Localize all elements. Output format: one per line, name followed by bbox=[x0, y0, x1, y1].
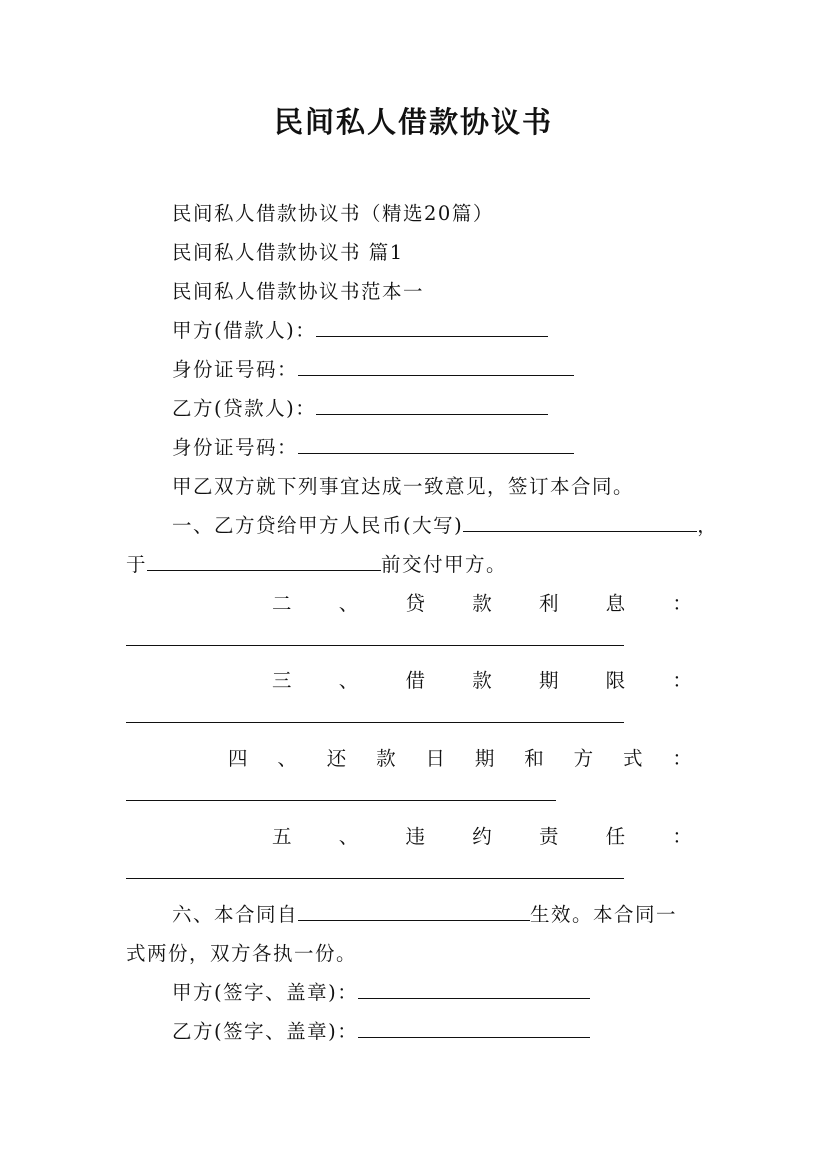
clause-4-char: 方 bbox=[573, 747, 594, 770]
clause-2-char: 二 bbox=[272, 592, 292, 615]
clause-5-char: 约 bbox=[472, 825, 492, 848]
clause-5-char: 任 bbox=[605, 825, 626, 848]
party-a-label: 甲方(借款人)： bbox=[172, 319, 317, 342]
delivery-date-blank[interactable] bbox=[147, 552, 381, 571]
clause-2-char: ： bbox=[672, 592, 692, 615]
clause-3-char: 期 bbox=[538, 669, 559, 692]
clause-6-suffix: 生效。本合同一 bbox=[530, 903, 678, 926]
clause-5-char: 、 bbox=[338, 825, 359, 848]
clause-4-char: 四 bbox=[228, 747, 248, 770]
document-title: 民间私人借款协议书 bbox=[273, 105, 553, 139]
clause-1-cont-suffix: 前交付甲方。 bbox=[381, 553, 508, 576]
clause-4-char: 还 bbox=[326, 747, 347, 770]
clause-2-char: 款 bbox=[472, 592, 492, 615]
clause-3-char: 、 bbox=[338, 669, 359, 692]
section-heading: 民间私人借款协议书 篇1 bbox=[172, 241, 404, 264]
clause-5-char: 五 bbox=[272, 825, 292, 848]
signature-a-label: 甲方(签字、盖章)： bbox=[172, 981, 359, 1004]
party-b-label: 乙方(贷款人)： bbox=[172, 397, 317, 420]
clause-4-char: 、 bbox=[277, 747, 297, 770]
party-a-id-label: 身份证号码： bbox=[172, 358, 299, 381]
signature-b-label: 乙方(签字、盖章)： bbox=[172, 1020, 359, 1043]
clause-4-char: 式 bbox=[623, 747, 643, 770]
clause-3-char: 三 bbox=[272, 669, 292, 692]
clause-4-char: 和 bbox=[524, 747, 544, 770]
clause-1-cont-prefix: 于 bbox=[126, 553, 148, 576]
clause-2-char: 、 bbox=[338, 592, 359, 615]
clause-1-comma: ， bbox=[697, 514, 719, 537]
clause-1-line bbox=[172, 510, 718, 538]
clause-5-char: ： bbox=[672, 825, 692, 848]
clause-4-line bbox=[126, 743, 692, 771]
clause-6-prefix: 六、本合同自 bbox=[172, 903, 299, 926]
clause-1-cont-line bbox=[126, 549, 507, 577]
signature-b-blank[interactable] bbox=[358, 1019, 590, 1038]
repayment-blank[interactable] bbox=[126, 799, 556, 801]
party-b-blank[interactable] bbox=[316, 396, 548, 415]
clause-4-char: 日 bbox=[425, 747, 446, 770]
clause-3-char: 限 bbox=[605, 669, 626, 692]
loan-amount-blank[interactable] bbox=[463, 513, 697, 532]
interest-blank[interactable] bbox=[126, 644, 624, 646]
clause-6-line bbox=[172, 899, 677, 927]
term-blank[interactable] bbox=[126, 721, 624, 723]
clause-2-char: 贷 bbox=[405, 592, 425, 615]
clause-3-char: 借 bbox=[405, 669, 425, 692]
clause-6-cont: 式两份，双方各执一份。 bbox=[126, 942, 358, 965]
party-a-id-line bbox=[172, 354, 574, 382]
party-b-id-label: 身份证号码： bbox=[172, 436, 299, 459]
signature-a-blank[interactable] bbox=[358, 980, 590, 999]
party-b-id-line bbox=[172, 432, 574, 460]
clause-3-char: ： bbox=[672, 669, 692, 692]
clause-2-char: 息 bbox=[605, 592, 626, 615]
clause-3-line bbox=[126, 665, 692, 693]
liability-blank[interactable] bbox=[126, 877, 624, 879]
clause-4-char: ： bbox=[672, 747, 692, 770]
sample-heading: 民间私人借款协议书范本一 bbox=[172, 280, 425, 303]
clause-2-line bbox=[126, 588, 692, 616]
document-subtitle: 民间私人借款协议书（精选20篇） bbox=[172, 202, 494, 225]
agreement-text: 甲乙双方就下列事宜达成一致意见，签订本合同。 bbox=[172, 475, 635, 498]
clause-5-char: 责 bbox=[538, 825, 559, 848]
clause-3-char: 款 bbox=[472, 669, 492, 692]
party-a-line bbox=[172, 315, 548, 343]
effective-date-blank[interactable] bbox=[298, 902, 530, 921]
clause-5-char: 违 bbox=[405, 825, 425, 848]
clause-5-line bbox=[126, 821, 692, 849]
party-a-blank[interactable] bbox=[316, 318, 548, 337]
signature-b-line bbox=[172, 1016, 590, 1044]
clause-4-char: 期 bbox=[474, 747, 495, 770]
clause-4-char: 款 bbox=[376, 747, 396, 770]
clause-1-text: 一、乙方贷给甲方人民币(大写) bbox=[172, 514, 464, 537]
party-a-id-blank[interactable] bbox=[298, 357, 574, 376]
signature-a-line bbox=[172, 977, 590, 1005]
party-b-id-blank[interactable] bbox=[298, 435, 574, 454]
party-b-line bbox=[172, 393, 548, 421]
clause-2-char: 利 bbox=[538, 592, 559, 615]
